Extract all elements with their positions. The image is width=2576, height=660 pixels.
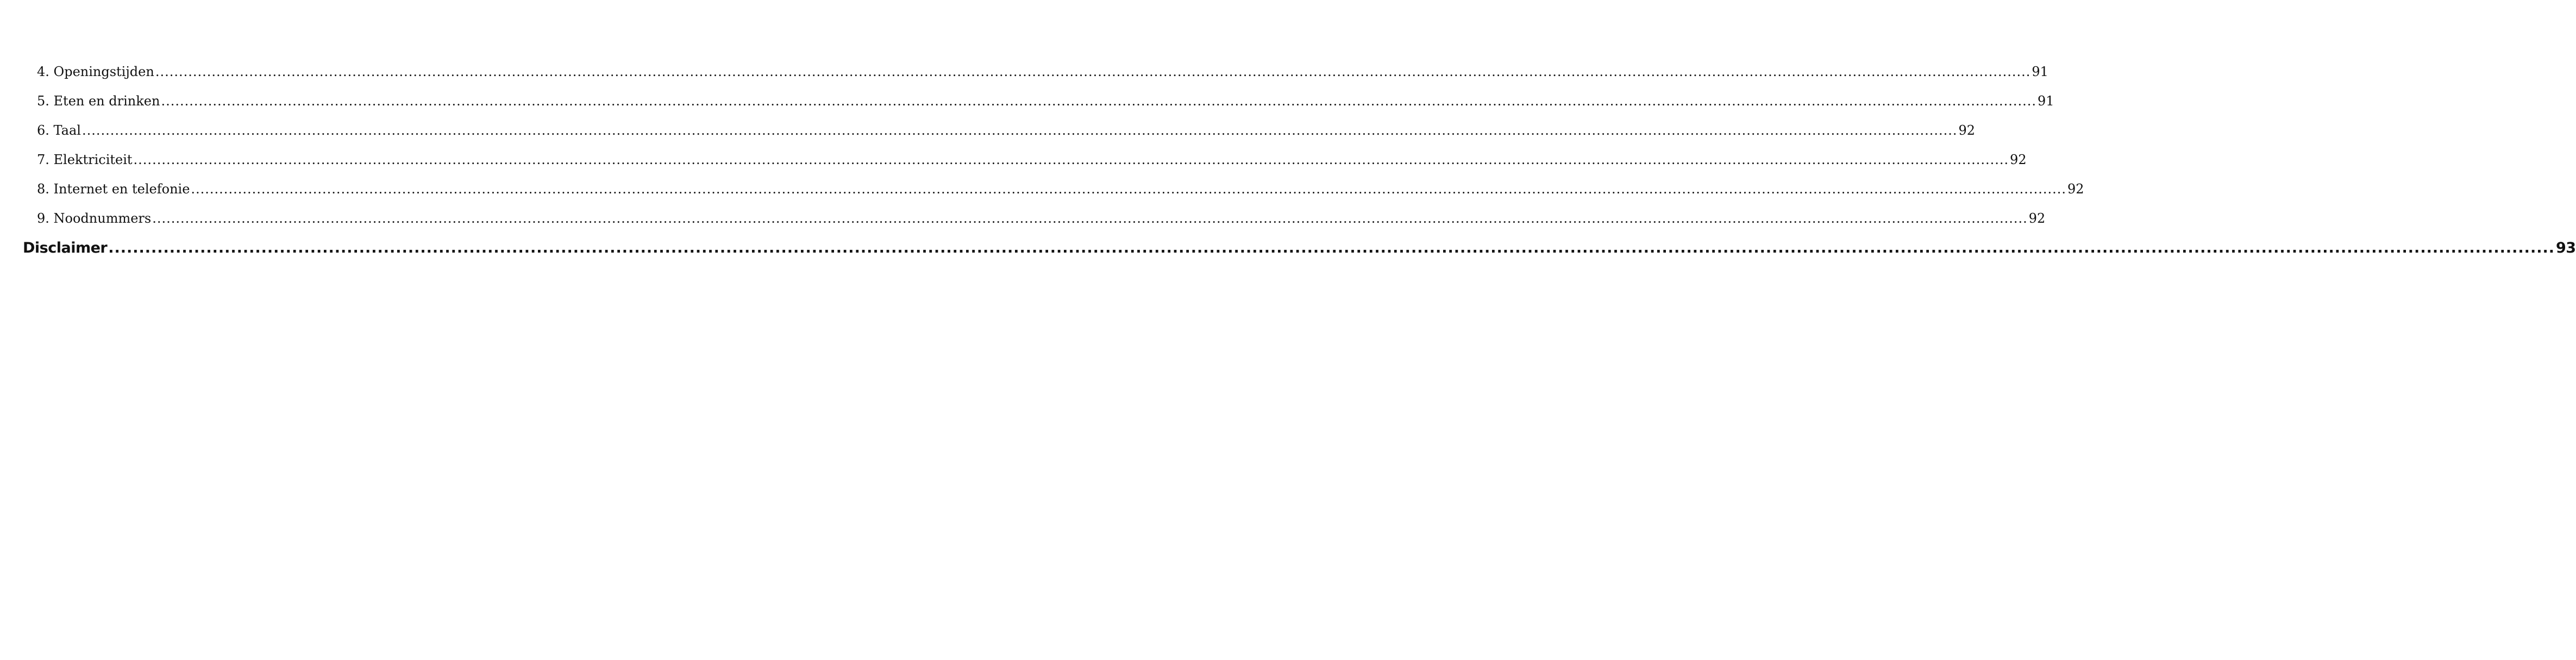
toc-entry-title: 5. Eten en drinken (37, 93, 160, 109)
dot-leader: ................................................................................................................................................................................................................................................................................................................................................................................................................ (161, 93, 2037, 109)
toc-entry-page-number: 92 (2010, 152, 2027, 167)
toc-entry-title: 8. Internet en telefonie (37, 181, 190, 197)
toc-entry-noodnummers[interactable] (37, 209, 2046, 228)
toc-entry-title: 9. Noodnummers (37, 211, 152, 226)
toc-entry-title: 6. Taal (37, 123, 81, 138)
dot-leader: ................................................................................................................................................................................................................................................................................................................................................................................................................ (133, 152, 2009, 167)
toc-entry-taal[interactable] (37, 121, 1976, 140)
toc-entry-title: 4. Openingstijden (37, 64, 154, 79)
dot-leader: ................................................................................................................................................................................................................................................................................................................................................................................................................ (82, 123, 1958, 138)
toc-entry-page-number: 91 (2032, 64, 2048, 79)
toc-entry-disclaimer[interactable] (23, 238, 2576, 259)
dot-leader: ................................................................................................................................................................................................................................................................................................................................................................................................................ (108, 240, 2555, 256)
toc-entry-page-number: 92 (2067, 181, 2084, 197)
toc-entry-elektriciteit[interactable] (37, 150, 2027, 169)
toc-entry-internet-en-telefonie[interactable] (37, 180, 2084, 198)
toc-entry-page-number: 91 (2038, 93, 2054, 109)
toc-entry-page-number: 92 (2028, 211, 2046, 226)
toc-entry-title: Disclaimer (23, 240, 108, 256)
toc-entry-page-number: 93 (2555, 240, 2576, 256)
dot-leader: ................................................................................................................................................................................................................................................................................................................................................................................................................ (155, 64, 2031, 79)
toc-entry-title: 7. Elektriciteit (37, 152, 133, 167)
toc-entry-page-number: 92 (1958, 123, 1976, 138)
dot-leader: ................................................................................................................................................................................................................................................................................................................................................................................................................ (152, 211, 2028, 226)
toc-entry-eten-en-drinken[interactable] (37, 92, 2054, 110)
dot-leader: ................................................................................................................................................................................................................................................................................................................................................................................................................ (191, 181, 2066, 197)
toc-entry-openingstijden[interactable] (37, 62, 2048, 81)
